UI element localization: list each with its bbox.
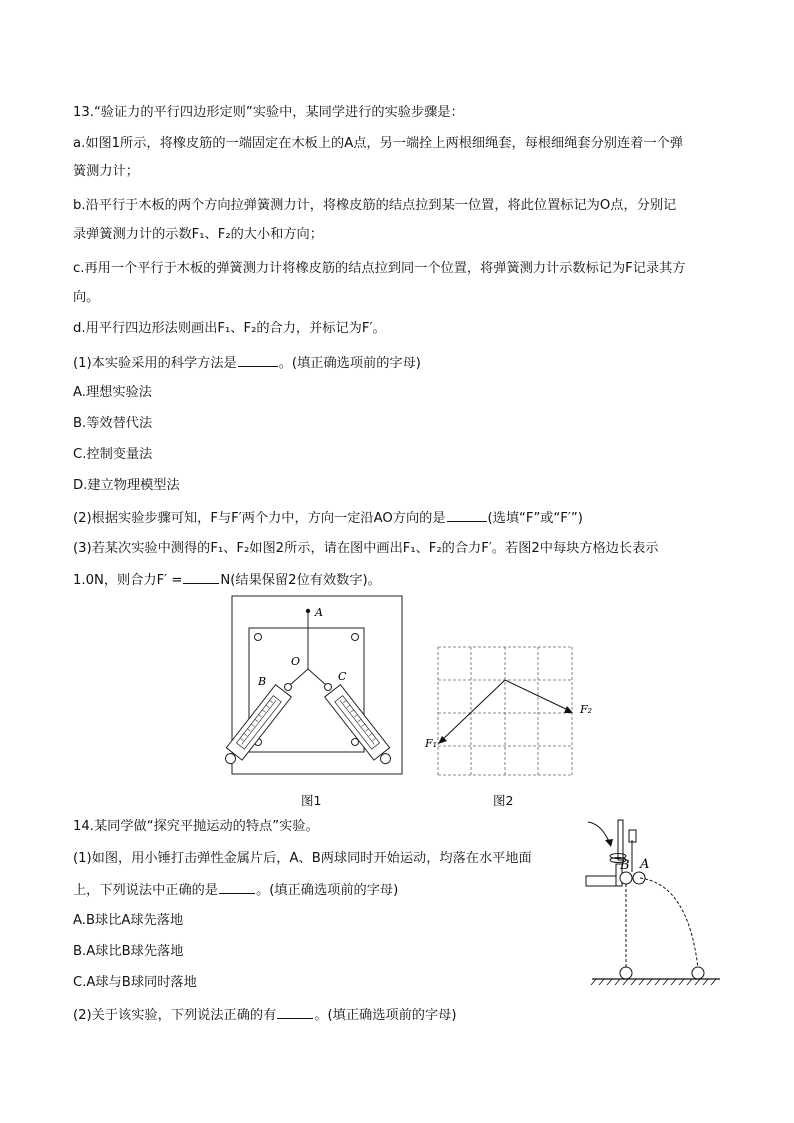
hammer-arrowhead (605, 839, 613, 847)
q14-sub1-suffix: 。(填正确选项前的字母) (256, 883, 399, 898)
figure-1-apparatus (225, 592, 410, 787)
q13-sub3-line2 (73, 569, 381, 591)
spring-scale-left (225, 685, 291, 769)
grid-lines (438, 647, 572, 775)
q13-title: 13.“验证力的平行四边形定则”实验中，某同学进行的实验步骤是： (73, 105, 464, 120)
q14-option-c: C.A球与B球同时落地 (73, 975, 197, 990)
q13-sub1-text: (1)本实验采用的科学方法是 (73, 356, 237, 371)
q13-step-b-line2: 录弹簧测力计的示数F₁、F₂的大小和方向； (73, 227, 323, 242)
q14-sub1-text: 上，下列说法中正确的是 (73, 883, 219, 898)
q13-sub1 (73, 352, 421, 374)
q14-sub2 (73, 1004, 456, 1026)
label-ball-a: A (640, 857, 650, 872)
answer-blank[interactable] (219, 879, 255, 894)
figure-2-caption: 图2 (493, 793, 514, 808)
label-f2: F₂ (580, 703, 593, 716)
ball-a-landed (692, 967, 704, 979)
vector-f2 (505, 680, 570, 711)
q14-sub2-suffix: 。(填正确选项前的字母) (314, 1008, 457, 1023)
figure-1-caption: 图1 (301, 793, 322, 808)
q13-sub1-suffix: 。(填正确选项前的字母) (278, 356, 421, 371)
string-b (290, 669, 308, 685)
label-f1: F₁ (425, 737, 438, 750)
q14-option-a: A.B球比A球先落地 (73, 913, 184, 928)
answer-blank[interactable] (277, 1004, 313, 1019)
ground-hatch (591, 979, 716, 985)
vector-f1 (440, 680, 505, 742)
q14-sub1-line2 (73, 879, 398, 901)
q13-step-a-line2: 簧测力计； (73, 164, 139, 179)
q14-sub2-text: (2)关于该实验，下列说法正确的有 (73, 1008, 277, 1023)
q13-sub3-suffix: N(结果保留2位有效数字)。 (220, 573, 381, 588)
base-block (586, 876, 620, 886)
label-b: B (258, 675, 267, 688)
ring-b (285, 684, 292, 691)
q13-sub2-suffix: (选填“F”或“F′”) (487, 511, 583, 526)
paper-sheet (249, 628, 364, 752)
pin (352, 634, 359, 641)
label-a: A (315, 606, 323, 619)
label-c: C (338, 670, 347, 683)
q13-sub2 (73, 507, 583, 529)
q13-step-c-line1: c.再用一个平行于木板的弹簧测力计将橡皮筋的结点拉到同一个位置，将弹簧测力计示数标记为F记录其方 (73, 261, 686, 276)
q13-sub2-text: (2)根据实验步骤可知，F与F′两个力中，方向一定沿AO方向的是 (73, 511, 446, 526)
q13-option-c: C.控制变量法 (73, 447, 153, 462)
q14-option-b: B.A球比B球先落地 (73, 944, 184, 959)
q13-option-b: B.等效替代法 (73, 416, 153, 431)
q14-title: 14.某同学做“探究平抛运动的特点”实验。 (73, 819, 319, 834)
q13-option-d: D.建立物理模型法 (73, 478, 180, 493)
figure-2-grid (425, 640, 595, 780)
ball-a-start (633, 872, 645, 884)
path-a (640, 878, 698, 968)
q13-step-d: d.用平行四边形法则画出F₁、F₂的合力，并标记为F′。 (73, 321, 386, 336)
q13-option-a: A.理想实验法 (73, 385, 152, 400)
label-o: O (291, 655, 301, 668)
answer-blank[interactable] (183, 569, 219, 584)
spring-scale-right (325, 685, 397, 769)
q13-step-c-line2: 向。 (73, 290, 100, 305)
ball-b-start (620, 872, 632, 884)
q13-sub3-text: 1.0N，则合力F′ = (73, 573, 183, 588)
ring-c (325, 684, 332, 691)
projectile-apparatus (580, 812, 725, 992)
string-c (308, 669, 326, 685)
ball-b-landed (620, 967, 632, 979)
pin (255, 634, 262, 641)
answer-blank[interactable] (447, 507, 487, 522)
q13-sub3-line1: (3)若某次实验中测得的F₁、F₂如图2所示，请在图中画出F₁、F₂的合力F′。若图2中每块方格边长表示 (73, 541, 659, 556)
label-ball-b: B (620, 858, 630, 873)
answer-blank[interactable] (238, 352, 278, 367)
q13-step-a-line1: a.如图1所示，将橡皮筋的一端固定在木板上的A点，另一端拴上两根细绳套，每根细绳套分别连着一个弹 (73, 136, 683, 151)
q13-step-b-line1: b.沿平行于木板的两个方向拉弹簧测力计，将橡皮筋的结点拉到某一位置，将此位置标记为O点，分别记 (73, 198, 677, 213)
q14-sub1-line1: (1)如图，用小锤打击弹性金属片后，A、B两球同时开始运动，均落在水平地面 (73, 851, 532, 866)
